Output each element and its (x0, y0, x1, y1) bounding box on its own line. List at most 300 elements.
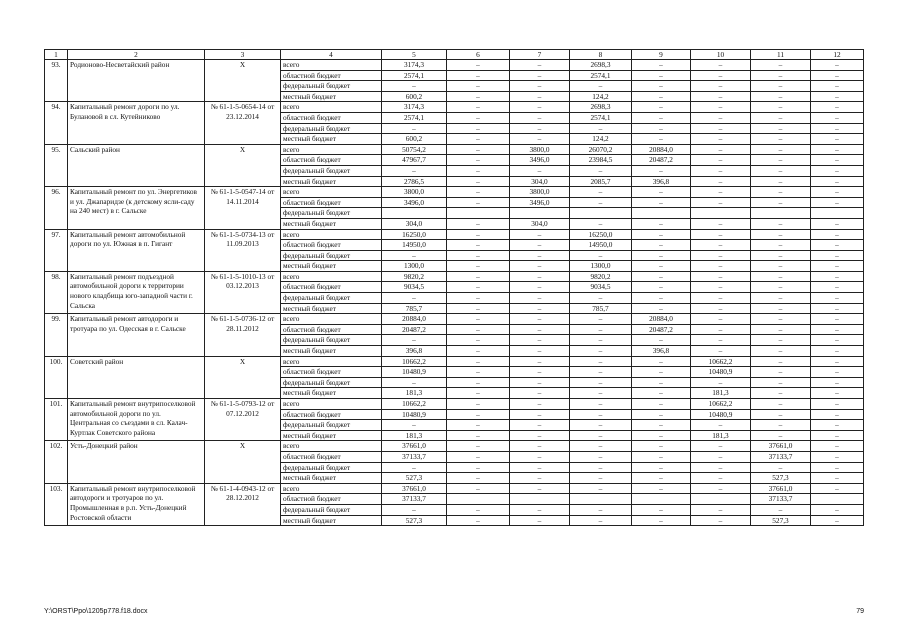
amount-cell: – (811, 367, 864, 378)
amount-cell: – (691, 473, 751, 484)
amount-cell: – (751, 70, 811, 81)
amount-cell: 37133,7 (382, 494, 447, 505)
amount-cell: 181,3 (691, 388, 751, 399)
amount-cell: 527,3 (382, 515, 447, 526)
amount-cell: 26070,2 (570, 144, 632, 155)
amount-cell: 20487,2 (382, 324, 447, 335)
object-name: Родионово-Несветайский район (68, 60, 205, 102)
amount-cell: – (632, 60, 691, 71)
amount-cell: – (811, 70, 864, 81)
amount-cell: – (570, 324, 632, 335)
amount-cell: 785,7 (382, 303, 447, 314)
funding-source: местный бюджет (281, 430, 382, 441)
amount-cell: – (510, 515, 570, 526)
amount-cell: 304,0 (510, 218, 570, 229)
amount-cell: – (570, 197, 632, 208)
amount-cell: – (751, 409, 811, 420)
amount-cell: – (811, 293, 864, 304)
amount-cell: – (510, 356, 570, 367)
object-name: Капитальный ремонт автодороги и тротуара по ул. Одесская в г. Сальске (68, 314, 205, 356)
amount-cell: – (632, 420, 691, 431)
amount-cell: – (570, 356, 632, 367)
funding-source: всего (281, 144, 382, 155)
amount-cell: – (751, 462, 811, 473)
amount-cell: – (447, 399, 510, 410)
funding-source: всего (281, 441, 382, 452)
column-header: 11 (751, 50, 811, 60)
amount-cell: – (691, 144, 751, 155)
amount-cell: – (811, 250, 864, 261)
amount-cell: – (510, 282, 570, 293)
amount-cell: – (510, 60, 570, 71)
amount-cell: – (447, 504, 510, 515)
amount-cell: – (691, 261, 751, 272)
amount-cell: – (811, 81, 864, 92)
amount-cell: 2698,3 (570, 60, 632, 71)
amount-cell: – (751, 176, 811, 187)
amount-cell: – (447, 346, 510, 357)
amount-cell: 9820,2 (382, 271, 447, 282)
amount-cell: – (510, 123, 570, 134)
amount-cell: – (632, 91, 691, 102)
amount-cell: – (570, 218, 632, 229)
table-row (45, 60, 864, 71)
amount-cell: 10480,9 (691, 367, 751, 378)
amount-cell: – (691, 462, 751, 473)
object-name: Советский район (68, 356, 205, 398)
amount-cell: – (447, 70, 510, 81)
amount-cell: – (632, 271, 691, 282)
amount-cell: 20884,0 (632, 314, 691, 325)
amount-cell: 10480,9 (691, 409, 751, 420)
funding-source: всего (281, 271, 382, 282)
amount-cell: – (447, 293, 510, 304)
amount-cell: – (691, 324, 751, 335)
funding-source: федеральный бюджет (281, 250, 382, 261)
amount-cell: – (510, 430, 570, 441)
amount-cell: – (510, 473, 570, 484)
amount-cell: – (510, 240, 570, 251)
funding-source: местный бюджет (281, 388, 382, 399)
funding-source: федеральный бюджет (281, 165, 382, 176)
amount-cell: – (751, 134, 811, 145)
amount-cell: – (691, 303, 751, 314)
amount-cell: 2574,1 (570, 112, 632, 123)
amount-cell: – (632, 197, 691, 208)
amount-cell: – (632, 70, 691, 81)
amount-cell: 9820,2 (570, 271, 632, 282)
amount-cell: – (751, 197, 811, 208)
amount-cell (510, 494, 570, 505)
amount-cell: – (691, 504, 751, 515)
amount-cell: – (811, 430, 864, 441)
funding-source: всего (281, 399, 382, 410)
amount-cell: – (570, 346, 632, 357)
row-number: 96. (45, 187, 68, 229)
amount-cell: – (751, 420, 811, 431)
amount-cell: – (811, 165, 864, 176)
amount-cell: – (447, 367, 510, 378)
amount-cell: 396,8 (382, 346, 447, 357)
amount-cell: – (811, 504, 864, 515)
amount-cell: – (691, 335, 751, 346)
amount-cell: – (447, 324, 510, 335)
document-number: № 61-1-5-0793-12 от 07.12.2012 (205, 399, 281, 441)
amount-cell: – (691, 123, 751, 134)
amount-cell: – (691, 218, 751, 229)
amount-cell: 600,2 (382, 91, 447, 102)
column-header: 4 (281, 50, 382, 60)
document-number: № 61-1-5-0736-12 от 28.11.2012 (205, 314, 281, 356)
amount-cell: – (632, 81, 691, 92)
amount-cell: – (751, 144, 811, 155)
amount-cell: – (811, 282, 864, 293)
amount-cell (691, 494, 751, 505)
amount-cell (632, 494, 691, 505)
amount-cell: – (447, 144, 510, 155)
amount-cell: – (570, 399, 632, 410)
amount-cell: – (691, 70, 751, 81)
funding-source: местный бюджет (281, 176, 382, 187)
amount-cell: – (691, 515, 751, 526)
amount-cell: 2574,1 (570, 70, 632, 81)
amount-cell: 10662,2 (691, 356, 751, 367)
amount-cell: – (811, 271, 864, 282)
amount-cell: – (691, 81, 751, 92)
amount-cell (691, 208, 751, 219)
amount-cell: – (510, 293, 570, 304)
amount-cell: – (447, 356, 510, 367)
amount-cell: – (751, 155, 811, 166)
funding-source: областной бюджет (281, 494, 382, 505)
amount-cell: – (811, 144, 864, 155)
funding-source: всего (281, 314, 382, 325)
funding-source: федеральный бюджет (281, 123, 382, 134)
amount-cell: – (570, 388, 632, 399)
amount-cell: 9034,5 (382, 282, 447, 293)
amount-cell: – (510, 229, 570, 240)
object-name: Капитальный ремонт автомобильной дороги по ул. Южная в п. Гигант (68, 229, 205, 271)
amount-cell: – (751, 335, 811, 346)
column-header: 1 (45, 50, 68, 60)
funding-source: областной бюджет (281, 282, 382, 293)
amount-cell: – (811, 356, 864, 367)
amount-cell: – (632, 441, 691, 452)
amount-cell: – (632, 504, 691, 515)
amount-cell: – (447, 377, 510, 388)
amount-cell: – (510, 335, 570, 346)
document-number: Х (205, 441, 281, 483)
funding-source: всего (281, 483, 382, 494)
table-row (45, 441, 864, 452)
amount-cell (811, 494, 864, 505)
amount-cell: 37133,7 (751, 451, 811, 462)
amount-cell: – (691, 441, 751, 452)
amount-cell: – (510, 367, 570, 378)
amount-cell: 527,3 (751, 515, 811, 526)
amount-cell: – (510, 451, 570, 462)
funding-source: федеральный бюджет (281, 462, 382, 473)
amount-cell: – (510, 420, 570, 431)
table-row (45, 271, 864, 282)
funding-source: местный бюджет (281, 515, 382, 526)
amount-cell: – (570, 515, 632, 526)
amount-cell: – (632, 134, 691, 145)
amount-cell: 37661,0 (751, 441, 811, 452)
column-header: 3 (205, 50, 281, 60)
amount-cell: – (632, 335, 691, 346)
amount-cell: 2786,5 (382, 176, 447, 187)
amount-cell: – (811, 155, 864, 166)
amount-cell: – (811, 388, 864, 399)
amount-cell: 20487,2 (632, 324, 691, 335)
amount-cell: – (447, 483, 510, 494)
amount-cell: 3496,0 (510, 197, 570, 208)
amount-cell: – (811, 420, 864, 431)
amount-cell: – (691, 102, 751, 113)
amount-cell: – (382, 250, 447, 261)
amount-cell: – (811, 187, 864, 198)
amount-cell: – (751, 399, 811, 410)
amount-cell: – (691, 60, 751, 71)
amount-cell: – (510, 165, 570, 176)
amount-cell: – (751, 165, 811, 176)
funding-source: областной бюджет (281, 197, 382, 208)
amount-cell: – (570, 314, 632, 325)
amount-cell: – (447, 271, 510, 282)
object-name: Сальский район (68, 144, 205, 186)
amount-cell (570, 494, 632, 505)
amount-cell: – (691, 483, 751, 494)
amount-cell: – (691, 271, 751, 282)
amount-cell: 304,0 (382, 218, 447, 229)
amount-cell: – (811, 240, 864, 251)
amount-cell: – (811, 462, 864, 473)
amount-cell: – (811, 314, 864, 325)
amount-cell: 3800,0 (510, 187, 570, 198)
amount-cell (570, 208, 632, 219)
amount-cell: – (632, 250, 691, 261)
amount-cell: – (447, 134, 510, 145)
funding-source: федеральный бюджет (281, 293, 382, 304)
row-number: 93. (45, 60, 68, 102)
amount-cell (510, 208, 570, 219)
amount-cell: – (751, 324, 811, 335)
table-row (45, 187, 864, 198)
amount-cell: – (632, 102, 691, 113)
amount-cell: – (751, 112, 811, 123)
amount-cell: – (510, 250, 570, 261)
funding-source: федеральный бюджет (281, 335, 382, 346)
funding-source: местный бюджет (281, 346, 382, 357)
amount-cell: 10480,9 (382, 367, 447, 378)
funding-source: всего (281, 60, 382, 71)
amount-cell: – (811, 134, 864, 145)
document-number: № 61-1-4-0943-12 от 28.12.2012 (205, 483, 281, 525)
amount-cell: – (632, 218, 691, 229)
column-header: 7 (510, 50, 570, 60)
amount-cell: – (382, 462, 447, 473)
row-number: 97. (45, 229, 68, 271)
amount-cell: – (510, 324, 570, 335)
amount-cell: – (510, 462, 570, 473)
amount-cell: 9034,5 (570, 282, 632, 293)
amount-cell: – (691, 451, 751, 462)
amount-cell: – (510, 377, 570, 388)
amount-cell: – (691, 314, 751, 325)
amount-cell: 181,3 (382, 430, 447, 441)
amount-cell: – (751, 282, 811, 293)
amount-cell: – (751, 123, 811, 134)
amount-cell: – (691, 420, 751, 431)
amount-cell: – (751, 250, 811, 261)
amount-cell: – (447, 335, 510, 346)
amount-cell (382, 208, 447, 219)
amount-cell: – (570, 420, 632, 431)
amount-cell: – (382, 165, 447, 176)
amount-cell: – (811, 91, 864, 102)
amount-cell: 1300,0 (382, 261, 447, 272)
amount-cell: – (382, 504, 447, 515)
amount-cell: 2698,3 (570, 102, 632, 113)
document-number: № 61-1-5-0654-14 от 23.12.2014 (205, 102, 281, 144)
amount-cell: – (382, 335, 447, 346)
amount-cell: – (751, 81, 811, 92)
amount-cell: 3174,3 (382, 60, 447, 71)
amount-cell: 3174,3 (382, 102, 447, 113)
table-row (45, 144, 864, 155)
funding-source: федеральный бюджет (281, 504, 382, 515)
amount-cell: – (570, 367, 632, 378)
amount-cell: – (811, 515, 864, 526)
amount-cell: – (811, 112, 864, 123)
amount-cell: – (632, 293, 691, 304)
amount-cell: – (510, 388, 570, 399)
amount-cell: 2085,7 (570, 176, 632, 187)
funding-source: всего (281, 229, 382, 240)
amount-cell: – (811, 324, 864, 335)
amount-cell: 527,3 (382, 473, 447, 484)
amount-cell: – (447, 388, 510, 399)
amount-cell: 181,3 (691, 430, 751, 441)
funding-source: местный бюджет (281, 473, 382, 484)
amount-cell: – (751, 218, 811, 229)
funding-source: всего (281, 187, 382, 198)
amount-cell: – (632, 112, 691, 123)
amount-cell: 396,8 (632, 346, 691, 357)
amount-cell: – (751, 388, 811, 399)
amount-cell: – (632, 515, 691, 526)
amount-cell: 37661,0 (382, 441, 447, 452)
row-number: 103. (45, 483, 68, 525)
amount-cell: – (510, 81, 570, 92)
amount-cell: – (691, 346, 751, 357)
amount-cell: – (570, 335, 632, 346)
amount-cell: – (382, 377, 447, 388)
amount-cell: – (632, 409, 691, 420)
amount-cell: – (510, 271, 570, 282)
document-number: Х (205, 60, 281, 102)
amount-cell: – (570, 123, 632, 134)
amount-cell: – (510, 134, 570, 145)
amount-cell: 2574,1 (382, 70, 447, 81)
amount-cell: – (811, 335, 864, 346)
amount-cell: 3496,0 (382, 197, 447, 208)
amount-cell: – (751, 367, 811, 378)
amount-cell: 50754,2 (382, 144, 447, 155)
amount-cell: – (510, 261, 570, 272)
amount-cell: – (751, 504, 811, 515)
amount-cell: – (510, 441, 570, 452)
column-header: 8 (570, 50, 632, 60)
amount-cell: – (811, 441, 864, 452)
header-row (45, 50, 864, 60)
amount-cell: – (447, 282, 510, 293)
amount-cell: 10662,2 (382, 356, 447, 367)
amount-cell: – (447, 91, 510, 102)
amount-cell: – (510, 399, 570, 410)
amount-cell: 37661,0 (382, 483, 447, 494)
table-row (45, 229, 864, 240)
amount-cell: – (632, 123, 691, 134)
amount-cell: – (382, 293, 447, 304)
funding-source: областной бюджет (281, 451, 382, 462)
amount-cell: – (632, 187, 691, 198)
object-name: Усть-Донецкий район (68, 441, 205, 483)
column-header: 5 (382, 50, 447, 60)
amount-cell: – (510, 102, 570, 113)
amount-cell: – (447, 155, 510, 166)
document-number: № 61-1-5-0547-14 от 14.11.2014 (205, 187, 281, 229)
amount-cell: – (570, 165, 632, 176)
funding-source: областной бюджет (281, 155, 382, 166)
amount-cell: 527,3 (751, 473, 811, 484)
amount-cell: – (751, 91, 811, 102)
document-number: № 61-1-5-0734-13 от 11.09.2013 (205, 229, 281, 271)
row-number: 94. (45, 102, 68, 144)
amount-cell: – (382, 81, 447, 92)
amount-cell: – (447, 60, 510, 71)
funding-source: местный бюджет (281, 91, 382, 102)
row-number: 95. (45, 144, 68, 186)
amount-cell: – (447, 218, 510, 229)
amount-cell: – (570, 377, 632, 388)
amount-cell: 20884,0 (632, 144, 691, 155)
table-row (45, 483, 864, 494)
amount-cell: – (751, 60, 811, 71)
amount-cell: – (447, 176, 510, 187)
amount-cell: – (691, 197, 751, 208)
amount-cell: 37133,7 (751, 494, 811, 505)
amount-cell: – (691, 91, 751, 102)
amount-cell: – (751, 346, 811, 357)
object-name: Капитальный ремонт подъездной автомобильной дороги к территории нового кладбища юго-западной части г. Сальска (68, 271, 205, 313)
amount-cell: – (811, 123, 864, 134)
row-number: 101. (45, 399, 68, 441)
amount-cell: 600,2 (382, 134, 447, 145)
column-header: 10 (691, 50, 751, 60)
amount-cell: – (510, 483, 570, 494)
funding-source: областной бюджет (281, 240, 382, 251)
amount-cell: 396,8 (632, 176, 691, 187)
object-name: Капитальный ремонт внутрипоселковой автомобильной дороги по ул. Центральная со съездами в сл. Калач-Куртлак Советского района (68, 399, 205, 441)
amount-cell: – (751, 314, 811, 325)
amount-cell: – (447, 409, 510, 420)
amount-cell: – (691, 377, 751, 388)
amount-cell: 10480,9 (382, 409, 447, 420)
funding-source: всего (281, 102, 382, 113)
table-row (45, 102, 864, 113)
